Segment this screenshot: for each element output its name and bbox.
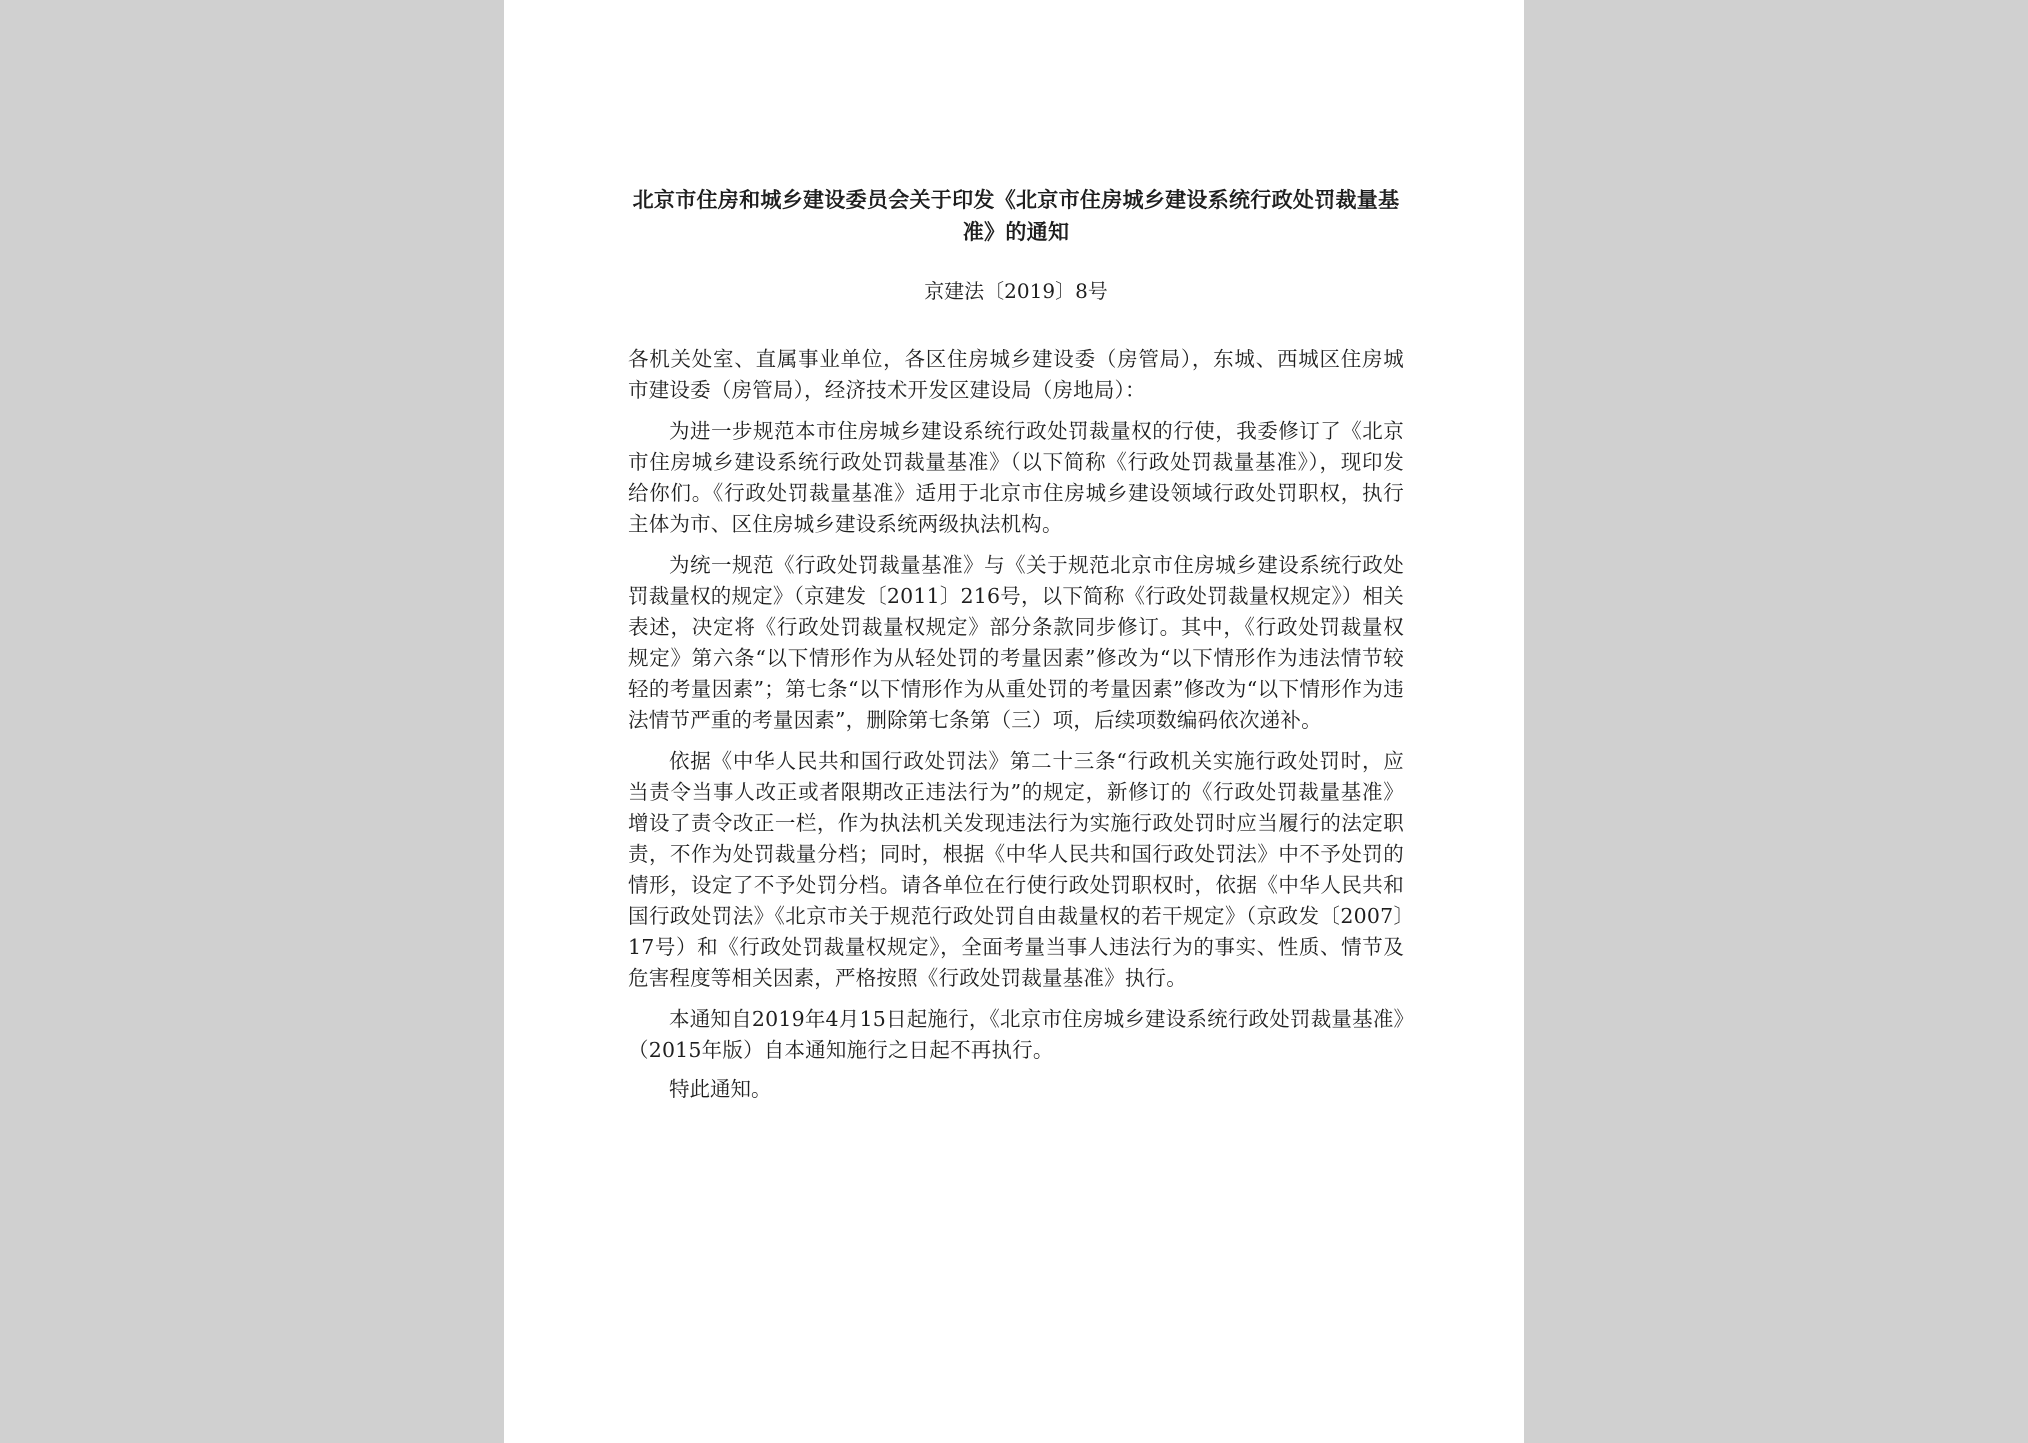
- body-paragraph: 本通知自2019年4月15日起施行，《北京市住房城乡建设系统行政处罚裁量基准》（2015年版）自本通知施行之日起不再执行。: [628, 1007, 1404, 1062]
- document-title: 北京市住房和城乡建设委员会关于印发《北京市住房城乡建设系统行政处罚裁量基准》的通知: [632, 188, 1400, 244]
- closing-line: 特此通知。: [669, 1077, 772, 1101]
- document-page: [504, 0, 1524, 1443]
- body-paragraph: 依据《中华人民共和国行政处罚法》第二十三条“行政机关实施行政处罚时，应当责令当事人改正或者限期改正违法行为”的规定，新修订的《行政处罚裁量基准》增设了责令改正一栏，作为执法机关发现违法行为实施行政处罚时应当履行的法定职责，不作为处罚裁量分档；同时，根据《中华人民共和国行政处罚法》中不予处罚的情形，设定了不予处罚分档。请各单位在行使行政处罚职权时，依据《中华人民共和国行政处罚法》《北京市关于规范行政处罚自由裁量权的若干规定》（京政发〔2007〕17号）和《行政处罚裁量权规定》，全面考量当事人违法行为的事实、性质、情节及危害程度等相关因素，严格按照《行政处罚裁量基准》执行。: [628, 749, 1404, 990]
- document-number: 京建法〔2019〕8号: [924, 279, 1108, 303]
- addressee-line: 各机关处室、直属事业单位，各区住房城乡建设委（房管局），东城、西城区住房城市建设委（房管局），经济技术开发区建设局（房地局）：: [628, 347, 1404, 402]
- body-paragraph: 为进一步规范本市住房城乡建设系统行政处罚裁量权的行使，我委修订了《北京市住房城乡建设系统行政处罚裁量基准》（以下简称《行政处罚裁量基准》），现印发给你们。《行政处罚裁量基准》适用于北京市住房城乡建设领域行政处罚职权，执行主体为市、区住房城乡建设系统两级执法机构。: [628, 419, 1404, 536]
- page-content: [628, 184, 1404, 1105]
- body-paragraph: 为统一规范《行政处罚裁量基准》与《关于规范北京市住房城乡建设系统行政处罚裁量权的规定》（京建发〔2011〕216号，以下简称《行政处罚裁量权规定》）相关表述，决定将《行政处罚裁量权规定》部分条款同步修订。其中，《行政处罚裁量权规定》第六条“以下情形作为从轻处罚的考量因素”修改为“以下情形作为违法情节较轻的考量因素”；第七条“以下情形作为从重处罚的考量因素”修改为“以下情形作为违法情节严重的考量因素”，删除第七条第（三）项，后续项数编码依次递补。: [628, 553, 1404, 732]
